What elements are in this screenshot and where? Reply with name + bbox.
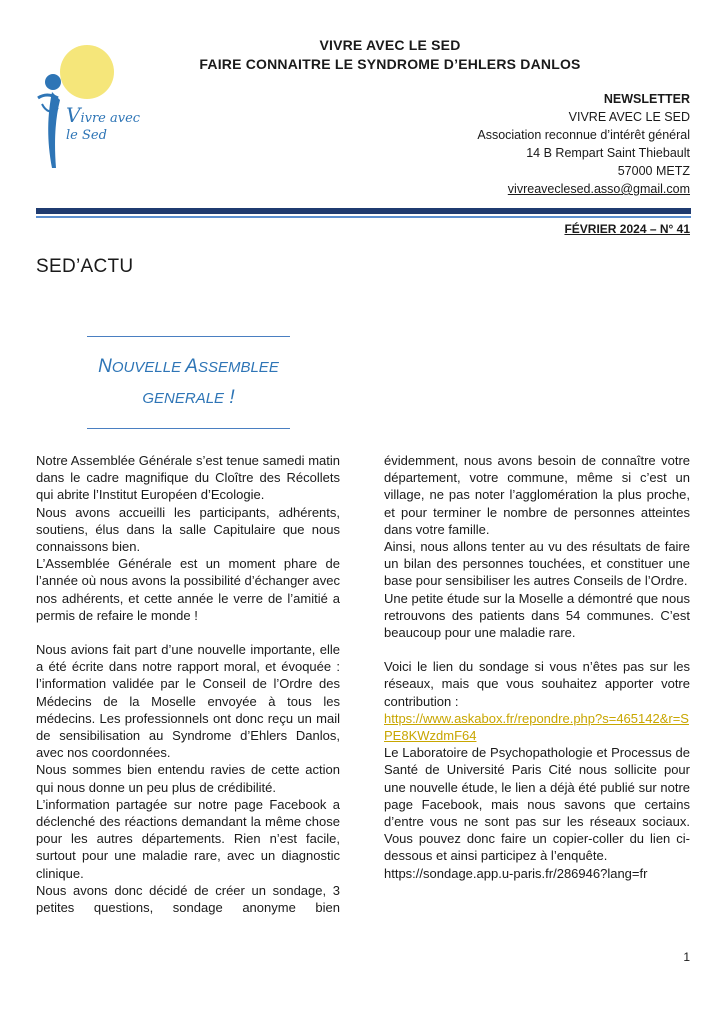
heading-part: A: [185, 356, 198, 377]
paragraph: Nous sommes bien entendu ravies de cette action qui nous donne un peu plus de crédibilité.: [36, 762, 340, 795]
paragraph: Voici le lien du sondage si vous n’êtes pas sur les réseaux, mais que vous souhaitez apporter votre contribution :: [384, 659, 690, 709]
paragraph: Le Laboratoire de Psychopathologie et Processus de Santé de Université Paris Cité nous sollicite pour une nouvelle étude, le lien a déjà été publié sur notre page Facebook, mais nous savons que certains d’entre vous ne sont pas sur les réseaux sociaux. Vous pouvez donc faire un copier-coller du lien ci-dessous et ainsi participez à l’enquête.: [384, 745, 690, 864]
association-address-block: [477, 90, 690, 198]
heading-rule-bottom: [87, 428, 290, 429]
paragraph: L’information partagée sur notre page Facebook a déclenché des réactions demandant la même chose pour les autres départements. Rien n’est facile, surtout pour une maladie rare, avec un diagnostic clinique.: [36, 796, 340, 881]
paragraph: Nous avions fait part d’une nouvelle importante, elle a été écrite dans notre rapport moral, et évoquée : l’information validée par le Conseil de l’Ordre des Médecins de la Moselle envoyée à tous les médecins. Les professionnels ont donc reçu un mail de sensibilisation au Syndrome d’Ehlers Danlos, avec nos coordonnées.: [36, 642, 340, 761]
paragraph: L’Assemblée Générale est un moment phare de l’année où nous avons la possibilité d’échanger avec nos adhérents, et cette année le verre de l’amitié a permis de refaire le monde !: [36, 556, 340, 623]
paragraph: évidemment, nous avons besoin de connaître votre département, votre commune, même si c’est un village, ne pas noter l’agglomération la plus proche, et pour terminer le nombre de personnes atteintes dans votre famille.: [384, 453, 690, 537]
logo-line1: ivre avec: [80, 111, 141, 126]
page-subtitle: FAIRE CONNAITRE LE SYNDROME D’EHLERS DANLOS: [199, 56, 581, 72]
association-city: 57000 METZ: [617, 164, 690, 178]
survey-link[interactable]: https://www.askabox.fr/repondre.php?s=465142&r=SPE8KWzdmF64: [384, 710, 689, 744]
paragraph: Notre Assemblée Générale s’est tenue samedi matin dans le cadre magnifique du Cloître des Récollets qui abrite l’Institut Européen d’Ecologie.: [36, 453, 340, 503]
header-divider-accent: [36, 216, 691, 218]
heading-part: N: [98, 356, 112, 377]
page-title: VIVRE AVEC LE SED: [319, 37, 461, 53]
association-email-link[interactable]: vivreaveclesed.asso@gmail.com: [507, 182, 690, 196]
association-logo: Vivre avec le Sed: [30, 42, 145, 172]
header-divider: [36, 208, 691, 214]
article-column-left: [36, 452, 340, 916]
paragraph: Une petite étude sur la Moselle a démontré que nous retrouvons des patients dans 54 communes. C’est beaucoup pour une maladie rare.: [384, 590, 690, 641]
logo-line2: le Sed: [66, 128, 107, 143]
heading-part: GENERALE: [142, 390, 225, 407]
association-status: Association reconnue d’intérêt général: [477, 128, 690, 142]
paragraph: Ainsi, nous allons tenter au vu des résultats de faire un bilan des personnes touchées, et constituer une base pour sensibiliser les autres Conseils de l’Ordre.: [384, 539, 690, 589]
paragraph: Nous avons accueilli les participants, adhérents, soutiens, élus dans la salle Capitulaire que nous connaissons bien.: [36, 504, 340, 555]
association-name: VIVRE AVEC LE SED: [568, 110, 690, 124]
heading-rule-top: [87, 336, 290, 337]
newsletter-label: NEWSLETTER: [603, 92, 690, 106]
issue-label: FÉVRIER 2024 – N° 41: [564, 222, 690, 236]
paragraph: Nous avons donc décidé de créer un sondage, 3 petites questions, sondage anonyme bien: [36, 882, 340, 916]
article-column-right: [384, 452, 690, 882]
association-street: 14 B Rempart Saint Thiebault: [526, 146, 690, 160]
heading-part: SSEMBLEE: [197, 359, 279, 376]
page-number: 1: [683, 950, 690, 964]
study-url: https://sondage.app.u-paris.fr/286946?lang=fr: [384, 865, 648, 881]
section-title: SED’ACTU: [36, 256, 134, 277]
article-heading: [87, 352, 290, 414]
heading-part: OUVELLE: [111, 359, 186, 376]
heading-part: !: [224, 387, 235, 408]
